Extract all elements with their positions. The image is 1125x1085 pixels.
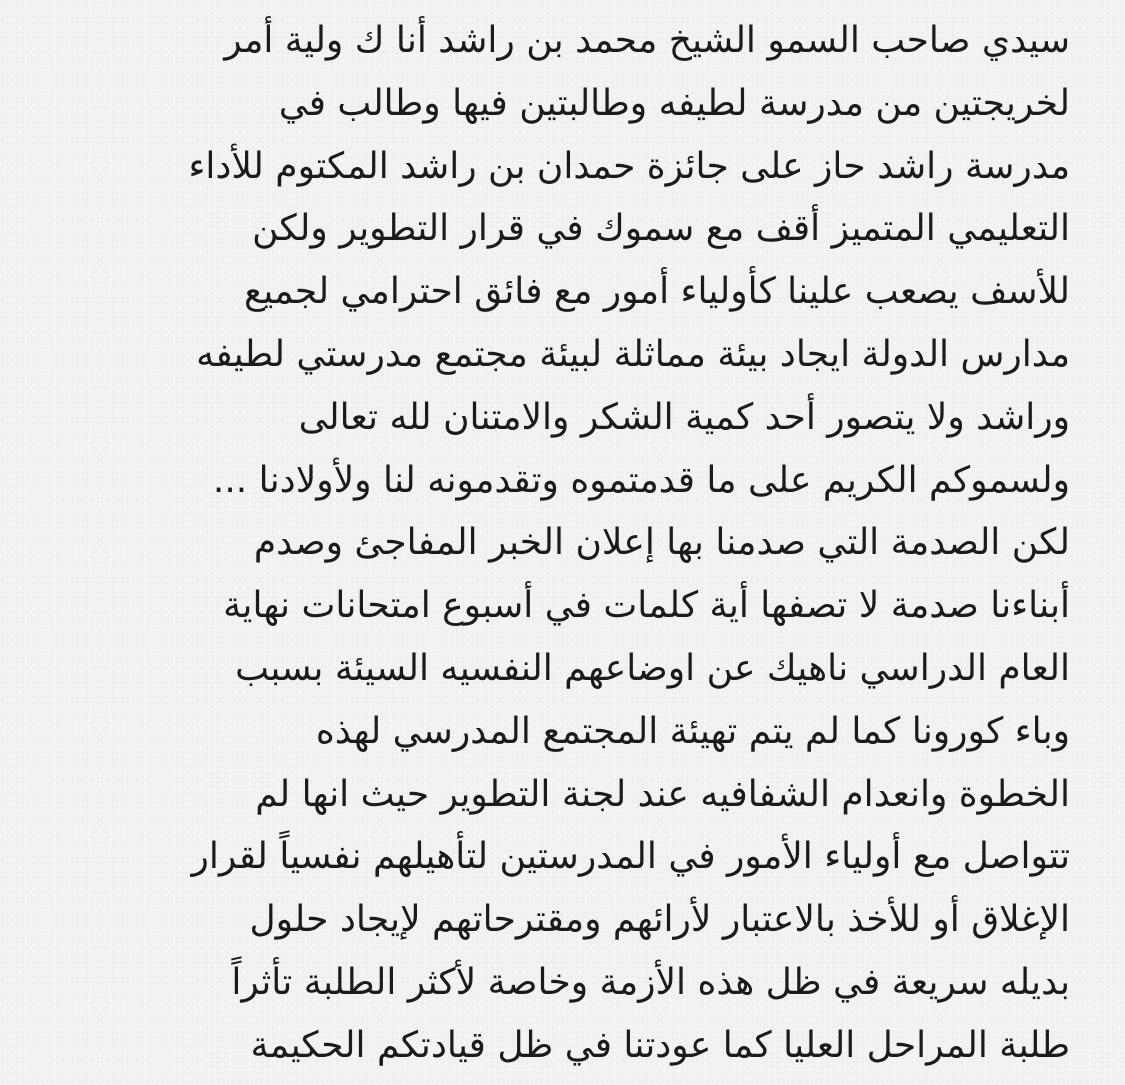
note-line: أبناءنا صدمة لا تصفها أية كلمات في أسبوع امتحانات نهاية xyxy=(223,585,1070,627)
note-text-body xyxy=(60,10,1070,1078)
note-line: مدارس الدولة ايجاد بيئة مماثلة لبيئة مجتمع مدرستي لطيفه xyxy=(196,333,1070,375)
note-line: الإغلاق أو للأخذ بالاعتبار لأرائهم ومقترحاتهم لإيجاد حلول xyxy=(249,899,1070,941)
note-line: وباء كورونا كما لم يتم تهيئة المجتمع المدرسي لهذه xyxy=(315,710,1070,752)
note-line: سيدي صاحب السمو الشيخ محمد بن راشد أنا ك ولية أمر xyxy=(224,20,1070,61)
note-line: التعليمي المتميز أقف مع سموك في قرار التطوير ولكن xyxy=(252,208,1070,250)
note-line: طلبة المراحل العليا كما عودتنا في ظل قيادتكم الحكيمة xyxy=(250,1024,1070,1066)
note-line: الخطوة وانعدام الشفافيه عند لجنة التطوير حيث انها لم xyxy=(255,773,1070,815)
note-line: العام الدراسي ناهيك عن اوضاعهم النفسيه السيئة بسبب xyxy=(235,647,1070,689)
note-line: للأسف يصعب علينا كأولياء أمور مع فائق احترامي لجميع xyxy=(244,271,1070,313)
note-line: لخريجتين من مدرسة لطيفه وطالبتين فيها وطالب في xyxy=(278,82,1070,124)
note-line: بديله سريعة في ظل هذه الأزمة وخاصة لأكثر الطلبة تأثراً xyxy=(231,961,1070,1003)
note-line: ولسموكم الكريم على ما قدمتموه وتقدمونه لنا ولأولادنا ... xyxy=(212,459,1070,501)
note-line: وراشد ولا يتصور أحد كمية الشكر والامتنان لله تعالى xyxy=(298,396,1070,438)
note-line: تتواصل مع أولياء الأمور في المدرستين لتأهيلهم نفسياً لقرار xyxy=(191,836,1070,878)
note-line: مدرسة راشد حاز على جائزة حمدان بن راشد المكتوم للأداء xyxy=(188,145,1070,187)
note-line: لكن الصدمة التي صدمنا بها إعلان الخبر المفاجئ وصدم xyxy=(253,522,1070,564)
